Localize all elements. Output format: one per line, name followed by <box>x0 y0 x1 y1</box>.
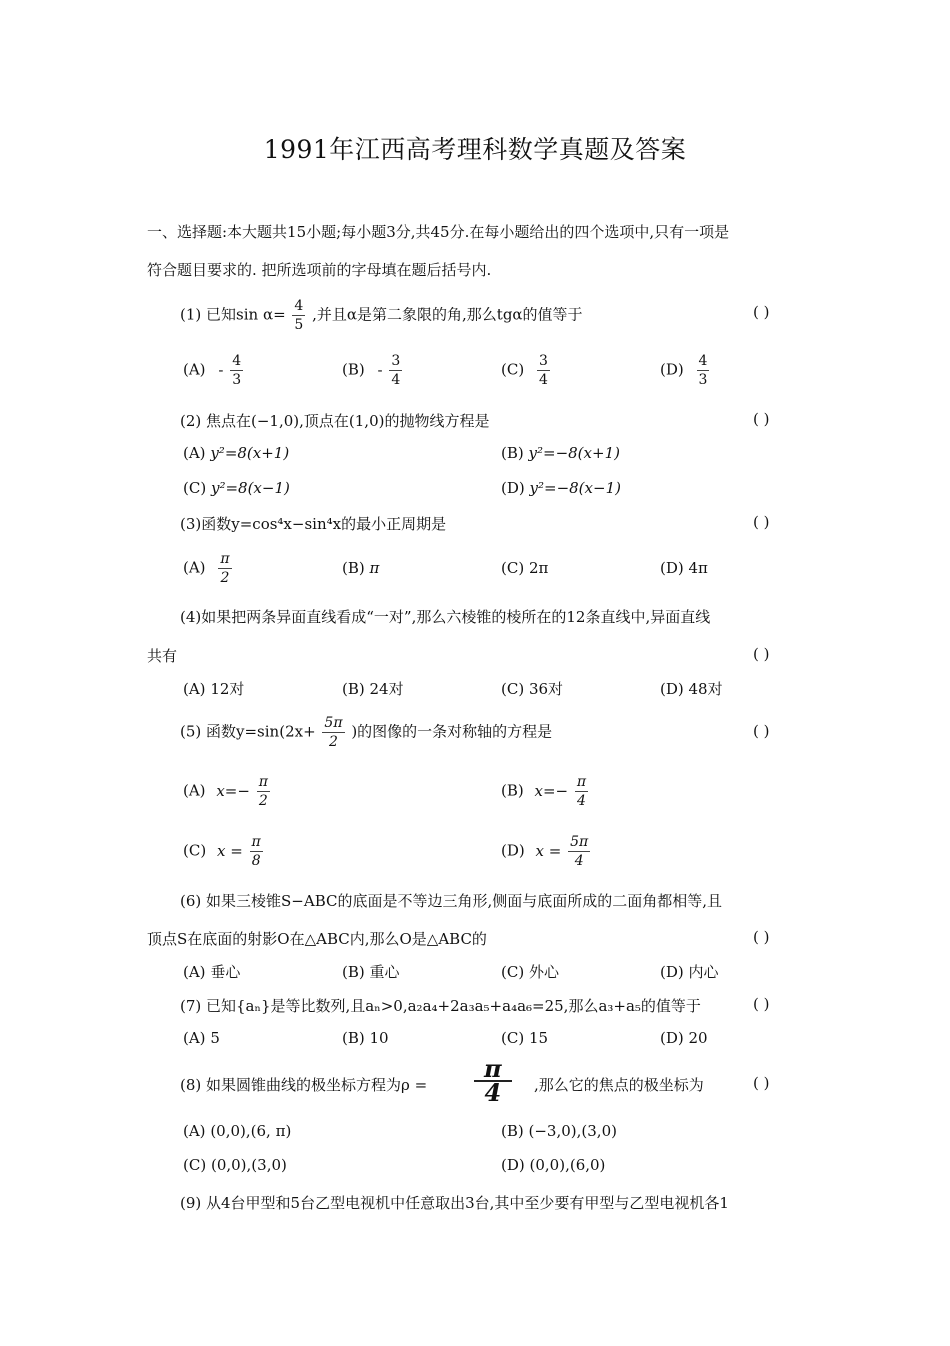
option-b: (B) 10 <box>342 1029 389 1047</box>
fraction: $\frac{4}{5}$ <box>294 298 304 333</box>
option-a: (A) 垂心 <box>183 963 241 981</box>
question-8-fraction: $\frac{\pi}{4}$ <box>466 1058 520 1104</box>
question-1 <box>180 297 583 334</box>
question-1-post: ,并且α是第二象限的角,那么tgα的值等于 <box>312 305 583 324</box>
answer-bracket: ( ) <box>753 995 770 1013</box>
section-intro-line-1: 一、选择题:本大题共15小题;每小题3分,共45分.在每小题给出的四个选项中,只有一项是 <box>147 223 730 241</box>
answer-bracket: ( ) <box>753 645 770 663</box>
option-d: (D) (0,0),(6,0) <box>501 1156 606 1174</box>
option-a: (A) y²=8(x+1) <box>183 444 290 462</box>
option-d: (D) $\frac{4}{3}$ <box>660 353 708 388</box>
option-c: (C) x = $\frac{\pi}{8}$ <box>183 834 261 869</box>
option-a: (A) x=− $\frac{\pi}{2}$ <box>183 774 268 809</box>
option-a: (A) (0,0),(6, π) <box>183 1122 292 1140</box>
option-d: (D) 内心 <box>660 963 719 981</box>
question-7: (7) 已知{aₙ}是等比数列,且aₙ>0,a₂a₄+2a₃a₅+a₄a₆=25,那么a₃+a₅的值等于 <box>180 997 701 1015</box>
question-1-pre: (1) 已知sin α= <box>180 305 286 324</box>
option-d: (D) 4π <box>660 559 708 577</box>
question-8-pre: (8) 如果圆锥曲线的极坐标方程为ρ = <box>180 1076 428 1094</box>
option-b: (B) y²=−8(x+1) <box>501 444 620 462</box>
option-c: (C) $\frac{3}{4}$ <box>501 353 548 388</box>
question-4-line-2: 共有 <box>147 647 178 665</box>
option-a: (A) 12对 <box>183 680 245 698</box>
option-b: (B) (−3,0),(3,0) <box>501 1122 617 1140</box>
option-c: (C) (0,0),(3,0) <box>183 1156 287 1174</box>
option-b: (B) x=− $\frac{\pi}{4}$ <box>501 774 587 809</box>
answer-bracket: ( ) <box>753 1074 770 1092</box>
option-b: (B) - $\frac{3}{4}$ <box>342 353 401 388</box>
answer-bracket: ( ) <box>753 410 770 428</box>
question-2: (2) 焦点在(−1,0),顶点在(1,0)的抛物线方程是 <box>180 412 490 430</box>
option-c: (C) 外心 <box>501 963 559 981</box>
answer-bracket: ( ) <box>753 928 770 946</box>
option-d: (D) 20 <box>660 1029 708 1047</box>
option-b: (B) 重心 <box>342 963 400 981</box>
question-9: (9) 从4台甲型和5台乙型电视机中任意取出3台,其中至少要有甲型与乙型电视机各1 <box>180 1194 729 1212</box>
option-b: (B) π <box>342 559 380 577</box>
option-d: (D) x = $\frac{5\pi}{4}$ <box>501 834 589 869</box>
option-c: (C) y²=8(x−1) <box>183 479 290 497</box>
option-c: (C) 15 <box>501 1029 549 1047</box>
section-intro-line-2: 符合题目要求的. 把所选项前的字母填在题后括号内. <box>147 261 492 279</box>
question-6-line-2: 顶点S在底面的射影O在△ABC内,那么O是△ABC的 <box>147 930 487 948</box>
page-title: 1991年江西高考理科数学真题及答案 <box>263 135 687 164</box>
question-4-line-1: (4)如果把两条异面直线看成“一对”,那么六棱锥的棱所在的12条直线中,异面直线 <box>180 608 711 626</box>
option-c: (C) 36对 <box>501 680 564 698</box>
answer-bracket: ( ) <box>753 303 770 321</box>
option-b: (B) 24对 <box>342 680 404 698</box>
question-5: (5) 函数y=sin(2x+ $\frac{5\pi}{2}$ )的图像的一条对称轴的方程是 <box>180 715 553 750</box>
answer-bracket: ( ) <box>753 513 770 531</box>
answer-bracket: ( ) <box>753 722 770 740</box>
option-a: (A) - $\frac{4}{3}$ <box>183 353 242 388</box>
option-d: (D) 48对 <box>660 680 723 698</box>
question-8-post: ,那么它的焦点的极坐标为 <box>534 1076 704 1094</box>
option-c: (C) 2π <box>501 559 549 577</box>
question-3: (3)函数y=cos⁴x−sin⁴x的最小正周期是 <box>180 515 447 533</box>
question-6-line-1: (6) 如果三棱锥S−ABC的底面是不等边三角形,侧面与底面所成的二面角都相等,且 <box>180 892 723 910</box>
option-a: (A) $\frac{\pi}{2}$ <box>183 551 230 586</box>
option-d: (D) y²=−8(x−1) <box>501 479 621 497</box>
option-a: (A) 5 <box>183 1029 220 1047</box>
